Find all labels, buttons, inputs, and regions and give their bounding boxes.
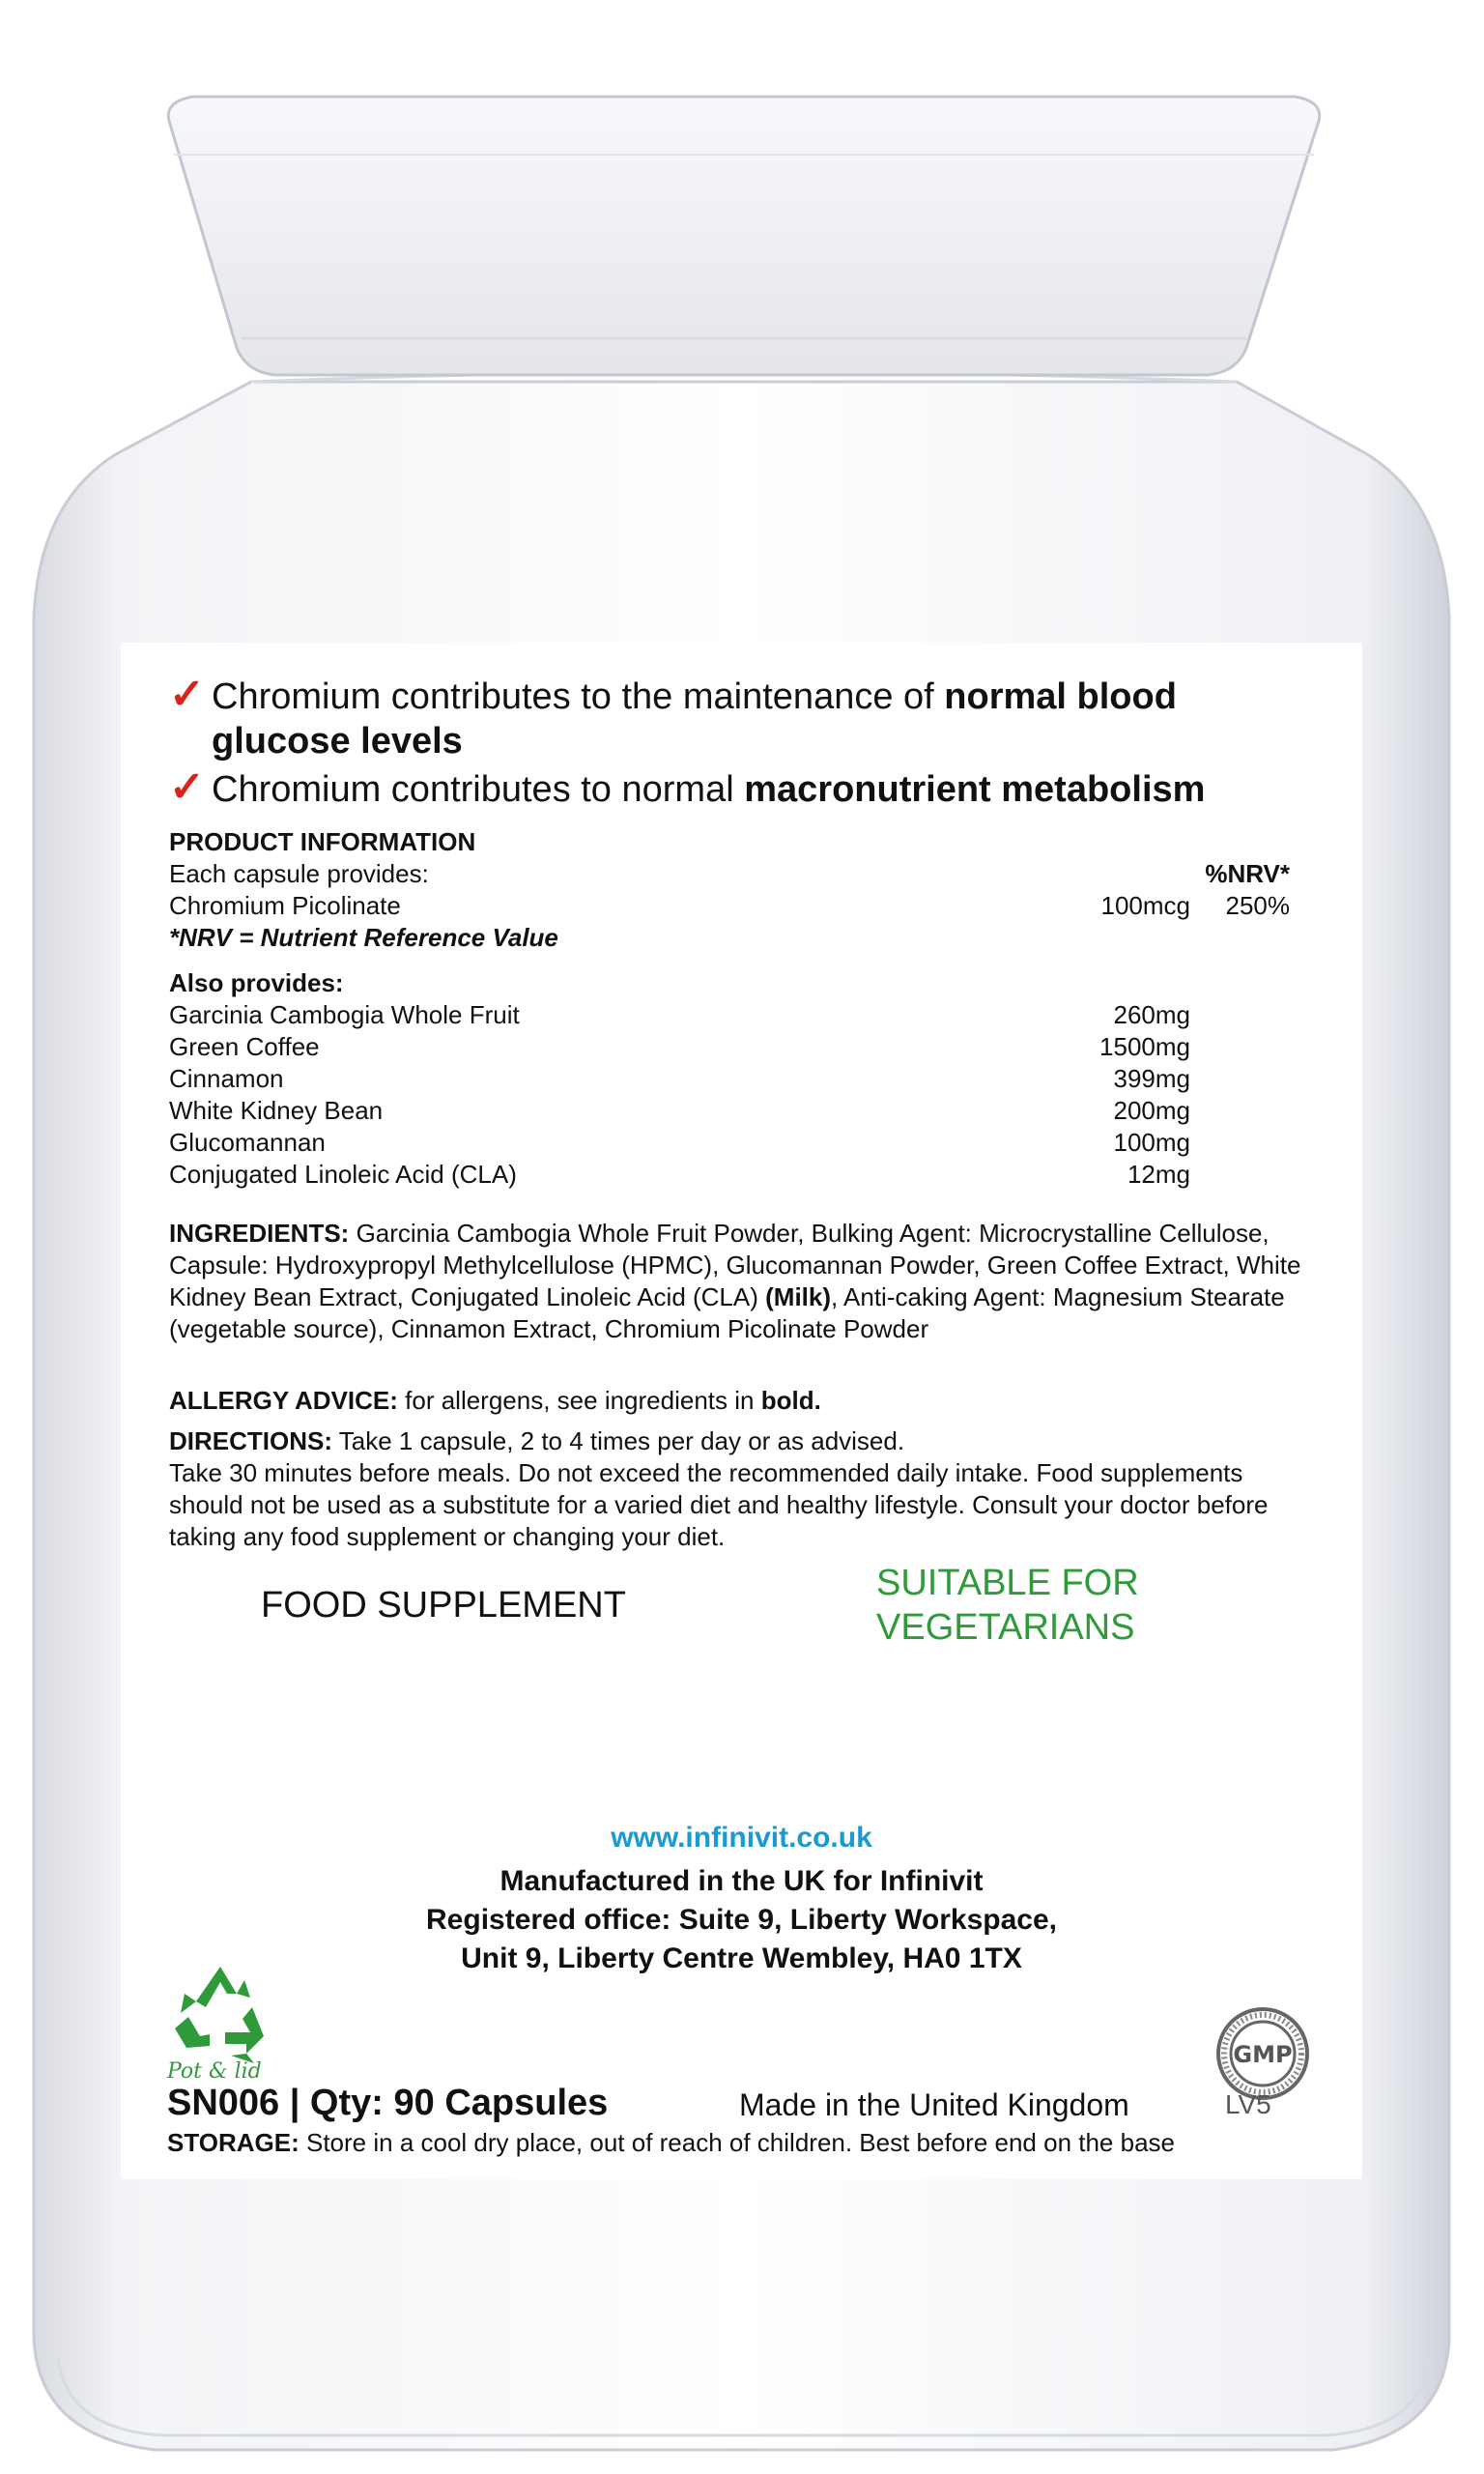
gmp-seal-icon xyxy=(1214,2005,1311,2102)
also-item-amount: 260mg xyxy=(1113,1000,1190,1029)
product-info-heading: PRODUCT INFORMATION xyxy=(169,827,476,856)
sku-quantity: SN006 | Qty: 90 Capsules xyxy=(167,2083,609,2123)
active-ingredient-nrv: 250% xyxy=(1225,891,1290,920)
also-item-amount: 12mg xyxy=(1127,1160,1190,1189)
gmp-text: GMP xyxy=(1233,2041,1293,2068)
website-link[interactable]: www.infinivit.co.uk xyxy=(611,1822,872,1854)
each-capsule-label: Each capsule provides: xyxy=(169,859,429,888)
nrv-note: *NRV = Nutrient Reference Value xyxy=(169,923,558,952)
recycle-icon xyxy=(167,1959,273,2065)
product-label xyxy=(121,643,1362,2179)
made-in-label: Made in the United Kingdom xyxy=(739,2087,1129,2122)
claim-blood-glucose-line2: glucose levels xyxy=(212,721,463,762)
allergy-advice: ALLERGY ADVICE: for allergens, see ingredients in bold. xyxy=(169,1386,821,1415)
also-item-name: Cinnamon xyxy=(169,1064,284,1093)
ingredients-paragraph: INGREDIENTS: Garcinia Cambogia Whole Fruit Powder, Bulking Agent: Microcrystalline Cellulose, Capsule: Hydroxypropyl Methylcellulose (HPMC), Glucomannan Powder, Green Coffee Extract, White Kidney Bean Extract, Conjugated Linoleic Acid (CLA) (Milk), Anti-caking Agent: Magnesium Stearate (vegetable source), Cinnamon Extract, Chromium Picolinate Powder xyxy=(169,1219,1301,1343)
vegetarian-badge: SUITABLE FOR VEGETARIANS xyxy=(876,1563,1139,1648)
active-ingredient-amount: 100mcg xyxy=(1100,891,1190,920)
also-item-name: White Kidney Bean xyxy=(169,1096,384,1125)
also-item-name: Green Coffee xyxy=(169,1032,320,1061)
checkmark-icon: ✓ xyxy=(169,671,205,718)
claim-blood-glucose: ✓ Chromium contributes to the maintenance of normal blood xyxy=(169,671,1177,718)
manufacturer-info: Manufactured in the UK for Infinivit Registered office: Suite 9, Liberty Workspace, Unit 9, Liberty Centre Wembley, HA0 1TX xyxy=(426,1865,1057,1974)
directions-paragraph: DIRECTIONS: Take 1 capsule, 2 to 4 times per day or as advised. Take 30 minutes before meals. Do not exceed the recommended daily intake. Food supplements should not be used as a substitute for a varied diet and healthy lifestyle. Consult your doctor before taking any food supplement or changing your diet. xyxy=(169,1426,1269,1551)
claim-macronutrient: ✓ Chromium contributes to normal macronutrient metabolism xyxy=(169,763,1206,811)
also-item-name: Garcinia Cambogia Whole Fruit xyxy=(169,1000,520,1029)
bottle-lid xyxy=(168,97,1319,375)
also-item-amount: 100mg xyxy=(1113,1128,1190,1157)
also-item-amount: 1500mg xyxy=(1099,1032,1190,1061)
also-item-name: Glucomannan xyxy=(169,1128,326,1157)
version-code: LV5 xyxy=(1225,2089,1271,2119)
checkmark-icon: ✓ xyxy=(169,763,205,811)
nrv-header: %NRV* xyxy=(1205,859,1290,888)
storage-info: STORAGE: Store in a cool dry place, out of reach of children. Best before end on the base xyxy=(167,2128,1175,2157)
also-item-amount: 200mg xyxy=(1113,1096,1190,1125)
food-supplement-label: FOOD SUPPLEMENT xyxy=(261,1585,626,1625)
also-item-amount: 399mg xyxy=(1113,1064,1190,1093)
also-item-name: Conjugated Linoleic Acid (CLA) xyxy=(169,1160,517,1189)
active-ingredient-name: Chromium Picolinate xyxy=(169,891,401,920)
also-provides-heading: Also provides: xyxy=(169,968,344,997)
recycle-caption: Pot & lid xyxy=(167,2059,262,2084)
